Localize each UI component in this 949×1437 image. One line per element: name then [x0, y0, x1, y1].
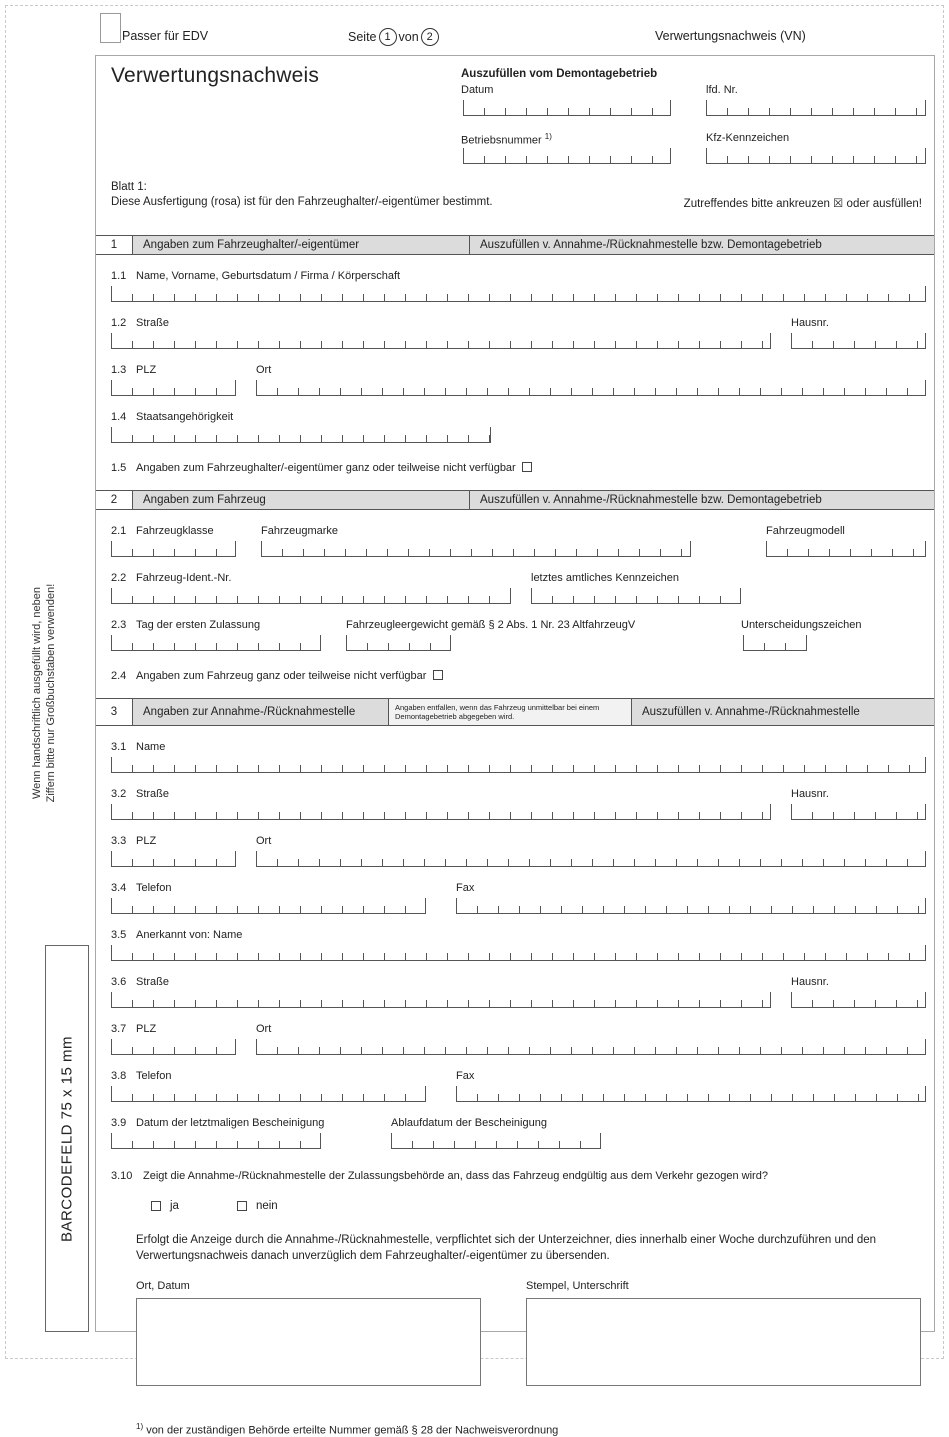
holder-city-field[interactable]: [256, 380, 926, 396]
row-number: 1.5: [111, 462, 127, 474]
field-row-3-8: [111, 1067, 924, 1102]
place-date-box[interactable]: [136, 1298, 481, 1386]
handwriting-note-line1: Wenn handschriftlich ausgefüllt wird, neben: [31, 587, 43, 799]
recognized-by-city-label: Ort: [256, 1023, 272, 1035]
section1-right-note: Auszufüllen v. Annahme-/Rücknahmestelle bzw. Demontagebetrieb: [469, 236, 934, 254]
row-number: 2.2: [111, 572, 127, 584]
handwriting-note-line2: Ziffern bitte nur Großbuchstaben verwenden!: [45, 583, 58, 803]
row-number: 3.6: [111, 976, 127, 988]
ja-checkbox[interactable]: [151, 1201, 161, 1211]
distinguishing-sign-label: Unterscheidungszeichen: [741, 619, 862, 631]
betriebsnummer-label: Betriebsnummer $^{1)}$: [461, 132, 552, 147]
field-row-1-2: [111, 314, 924, 349]
barcode-field-label: BARCODEFELD 75 x 15 mm: [58, 1035, 76, 1242]
last-plate-label: letztes amtliches Kennzeichen: [531, 572, 679, 584]
page-indicator: [348, 28, 441, 46]
row-number: 3.3: [111, 835, 127, 847]
last-plate-field[interactable]: [531, 588, 741, 604]
seite-label: Seite: [348, 30, 377, 44]
certificate-expiry-label: Ablaufdatum der Bescheinigung: [391, 1117, 547, 1129]
deregistration-options: [111, 1200, 924, 1212]
betriebsnummer-field[interactable]: [463, 148, 671, 164]
station-houseno-label: Hausnr.: [791, 788, 829, 800]
recognized-by-phone-label: Telefon: [136, 1070, 172, 1082]
holder-unavailable-label: Angaben zum Fahrzeughalter/-eigentümer ganz oder teilweise nicht verfügbar: [136, 462, 532, 474]
ja-option: [151, 1200, 179, 1212]
vehicle-class-label: Fahrzeugklasse: [136, 525, 214, 537]
section1-header: [96, 235, 934, 255]
station-name-field[interactable]: [111, 757, 926, 773]
check-note: Zutreffendes bitte ankreuzen ☒ oder ausfüllen!: [683, 198, 922, 210]
section2-number: 2: [96, 491, 133, 509]
holder-plz-field[interactable]: [111, 380, 236, 396]
station-fax-label: Fax: [456, 882, 475, 894]
field-row-3-7: [111, 1020, 924, 1055]
intro-block: [96, 181, 934, 223]
row-number: 3.8: [111, 1070, 127, 1082]
holder-houseno-label: Hausnr.: [791, 317, 829, 329]
vin-field[interactable]: [111, 588, 511, 604]
holder-name-label: Name, Vorname, Geburtsdatum / Firma / Körperschaft: [136, 270, 401, 282]
recognized-by-street-label: Straße: [136, 976, 170, 988]
distinguishing-sign-field[interactable]: [743, 635, 807, 651]
footnote-text: von der zuständigen Behörde erteilte Nummer gemäß § 28 der Nachweisverordnung: [146, 1424, 559, 1437]
von-label: von: [398, 30, 419, 44]
stamp-signature-box[interactable]: [526, 1298, 921, 1386]
lfdnr-label: lfd. Nr.: [706, 84, 738, 96]
section3-number: 3: [96, 699, 133, 725]
recognized-by-name-label: Anerkannt von: Name: [136, 929, 243, 941]
kennzeichen-field[interactable]: [706, 148, 926, 164]
row-number: 1.4: [111, 411, 127, 423]
recognized-by-houseno-label: Hausnr.: [791, 976, 829, 988]
stamp-signature-label: Stempel, Unterschrift: [526, 1280, 629, 1293]
field-row-3-6: [111, 973, 924, 1008]
first-registration-label: Tag der ersten Zulassung: [136, 619, 261, 631]
lfdnr-field[interactable]: [706, 100, 926, 116]
section2-right-note: Auszufüllen v. Annahme-/Rücknahmestelle bzw. Demontagebetrieb: [469, 491, 934, 509]
field-row-2-4: [111, 667, 924, 682]
recognized-by-houseno-field[interactable]: [791, 992, 926, 1008]
vehicle-make-field[interactable]: [261, 541, 691, 557]
section3-right-note: Auszufüllen v. Annahme-/Rücknahmestelle: [631, 699, 934, 725]
vin-label: Fahrzeug-Ident.-Nr.: [136, 572, 232, 584]
signature-row: [111, 1280, 924, 1408]
field-row-3-2: [111, 785, 924, 820]
ja-label: ja: [170, 1200, 179, 1212]
station-name-label: Name: [136, 741, 166, 753]
station-plz-label: PLZ: [136, 835, 157, 847]
recognized-by-phone-field[interactable]: [111, 1086, 426, 1102]
field-row-3-4: [111, 879, 924, 914]
page-total-badge: 2: [421, 28, 439, 46]
holder-street-field[interactable]: [111, 333, 771, 349]
first-registration-field[interactable]: [111, 635, 321, 651]
station-city-label: Ort: [256, 835, 272, 847]
vehicle-model-label: Fahrzeugmodell: [766, 525, 845, 537]
certificate-expiry-field[interactable]: [391, 1133, 601, 1149]
passer-label: Passer für EDV: [122, 29, 209, 43]
doc-type-label: Verwertungsnachweis (VN): [655, 29, 806, 43]
form-head: [96, 56, 934, 181]
nationality-field[interactable]: [111, 427, 491, 443]
station-city-field[interactable]: [256, 851, 926, 867]
section3-title: Angaben zur Annahme-/Rücknahmestelle: [133, 699, 388, 725]
last-certificate-date-label: Datum der letztmaligen Bescheinigung: [136, 1117, 325, 1129]
vehicle-class-field[interactable]: [111, 541, 236, 557]
empty-weight-label: Fahrzeugleergewicht gemäß § 2 Abs. 1 Nr. 23 AltfahrzeugV: [346, 619, 636, 631]
station-houseno-field[interactable]: [791, 804, 926, 820]
row-number: 3.7: [111, 1023, 127, 1035]
section3-note: Angaben entfallen, wenn das Fahrzeug unmittelbar bei einem Demontagebetrieb abgegeben wird.: [388, 699, 631, 725]
recognized-by-plz-label: PLZ: [136, 1023, 157, 1035]
holder-city-label: Ort: [256, 364, 272, 376]
obligation-paragraph: Erfolgt die Anzeige durch die Annahme-/Rücknahmestelle, verpflichtet sich der Unterzeichner, dies innerhalb einer Woche durchzuführen und den Verwertungsnachweis danach unverzüglich dem Fahrzeughalter/-eigentümer zu übersenden.: [136, 1234, 877, 1263]
kennzeichen-label: Kfz-Kennzeichen: [706, 132, 790, 144]
footnote-marker: 1): [136, 1422, 144, 1432]
section1-title: Angaben zum Fahrzeughalter/-eigentümer: [133, 236, 469, 254]
row-number: 1.1: [111, 270, 127, 282]
betriebsnummer-footnote-ref: 1): [544, 132, 552, 141]
field-row-3-5: [111, 926, 924, 961]
field-row-1-1: [111, 267, 924, 302]
field-row-2-1: [111, 522, 924, 557]
station-street-label: Straße: [136, 788, 170, 800]
holder-plz-label: PLZ: [136, 364, 157, 376]
row-number: 1.3: [111, 364, 127, 376]
vehicle-make-label: Fahrzeugmarke: [261, 525, 339, 537]
page-current-badge: 1: [379, 28, 397, 46]
blatt-label: Blatt 1:: [111, 181, 147, 193]
passer-mark: [100, 13, 121, 43]
row-number: 2.4: [111, 670, 127, 682]
row-number: 3.2: [111, 788, 127, 800]
holder-name-field[interactable]: [111, 286, 926, 302]
deregistration-question: Zeigt die Annahme-/Rücknahmestelle der Zulassungsbehörde an, dass das Fahrzeug endgültig aus dem Verkehr gezogen wird?: [143, 1170, 768, 1182]
row-number: 1.2: [111, 317, 127, 329]
field-row-3-9: [111, 1114, 924, 1149]
datum-label: Datum: [461, 84, 494, 96]
holder-street-label: Straße: [136, 317, 170, 329]
holder-houseno-field[interactable]: [791, 333, 926, 349]
fill-note: Auszufüllen vom Demontagebetrieb: [461, 68, 658, 80]
field-row-1-4: [111, 408, 924, 443]
field-row-1-3: [111, 361, 924, 396]
station-plz-field[interactable]: [111, 851, 236, 867]
vehicle-model-field[interactable]: [766, 541, 926, 557]
station-street-field[interactable]: [111, 804, 771, 820]
station-fax-field[interactable]: [456, 898, 926, 914]
barcode-field: [45, 945, 89, 1332]
station-phone-label: Telefon: [136, 882, 172, 894]
row-number: 3.5: [111, 929, 127, 941]
row-number: 3.9: [111, 1117, 127, 1129]
station-phone-field[interactable]: [111, 898, 426, 914]
holder-unavailable-checkbox[interactable]: [522, 462, 532, 472]
recognized-by-fax-label: Fax: [456, 1070, 475, 1082]
row-number: 2.1: [111, 525, 127, 537]
handwriting-note: [30, 493, 59, 893]
section2-title: Angaben zum Fahrzeug: [133, 491, 469, 509]
section1-number: 1: [96, 236, 133, 254]
datum-field[interactable]: [463, 100, 671, 116]
last-certificate-date-field[interactable]: [111, 1133, 321, 1149]
field-row-1-5: [111, 459, 924, 474]
nein-checkbox[interactable]: [237, 1201, 247, 1211]
nein-label: nein: [255, 1200, 278, 1212]
place-date-label: Ort, Datum: [136, 1280, 190, 1293]
field-row-3-3: [111, 832, 924, 867]
recognized-by-plz-field[interactable]: [111, 1039, 236, 1055]
recognized-by-city-field[interactable]: [256, 1039, 926, 1055]
row-number: 3.10: [111, 1170, 133, 1182]
nein-option: [237, 1200, 278, 1212]
row-number: 2.3: [111, 619, 127, 631]
recognized-by-name-field[interactable]: [111, 945, 926, 961]
field-row-3-10: [111, 1167, 924, 1182]
section3-header: [96, 698, 934, 726]
field-row-2-2: [111, 569, 924, 604]
copy-note: Diese Ausfertigung (rosa) ist für den Fahrzeughalter/-eigentümer bestimmt.: [111, 196, 493, 208]
footnote: [111, 1422, 924, 1437]
section2-header: [96, 490, 934, 510]
row-number: 3.1: [111, 741, 127, 753]
recognized-by-street-field[interactable]: [111, 992, 771, 1008]
field-row-2-3: [111, 616, 924, 651]
vehicle-unavailable-checkbox[interactable]: [433, 670, 443, 680]
empty-weight-field[interactable]: [346, 635, 451, 651]
nationality-label: Staatsangehörigkeit: [136, 411, 234, 423]
field-row-3-1: [111, 738, 924, 773]
recognized-by-fax-field[interactable]: [456, 1086, 926, 1102]
form-title: Verwertungsnachweis: [111, 64, 320, 87]
form-body: [95, 55, 935, 1437]
vehicle-unavailable-label: Angaben zum Fahrzeug ganz oder teilweise nicht verfügbar: [136, 670, 443, 682]
row-number: 3.4: [111, 882, 127, 894]
